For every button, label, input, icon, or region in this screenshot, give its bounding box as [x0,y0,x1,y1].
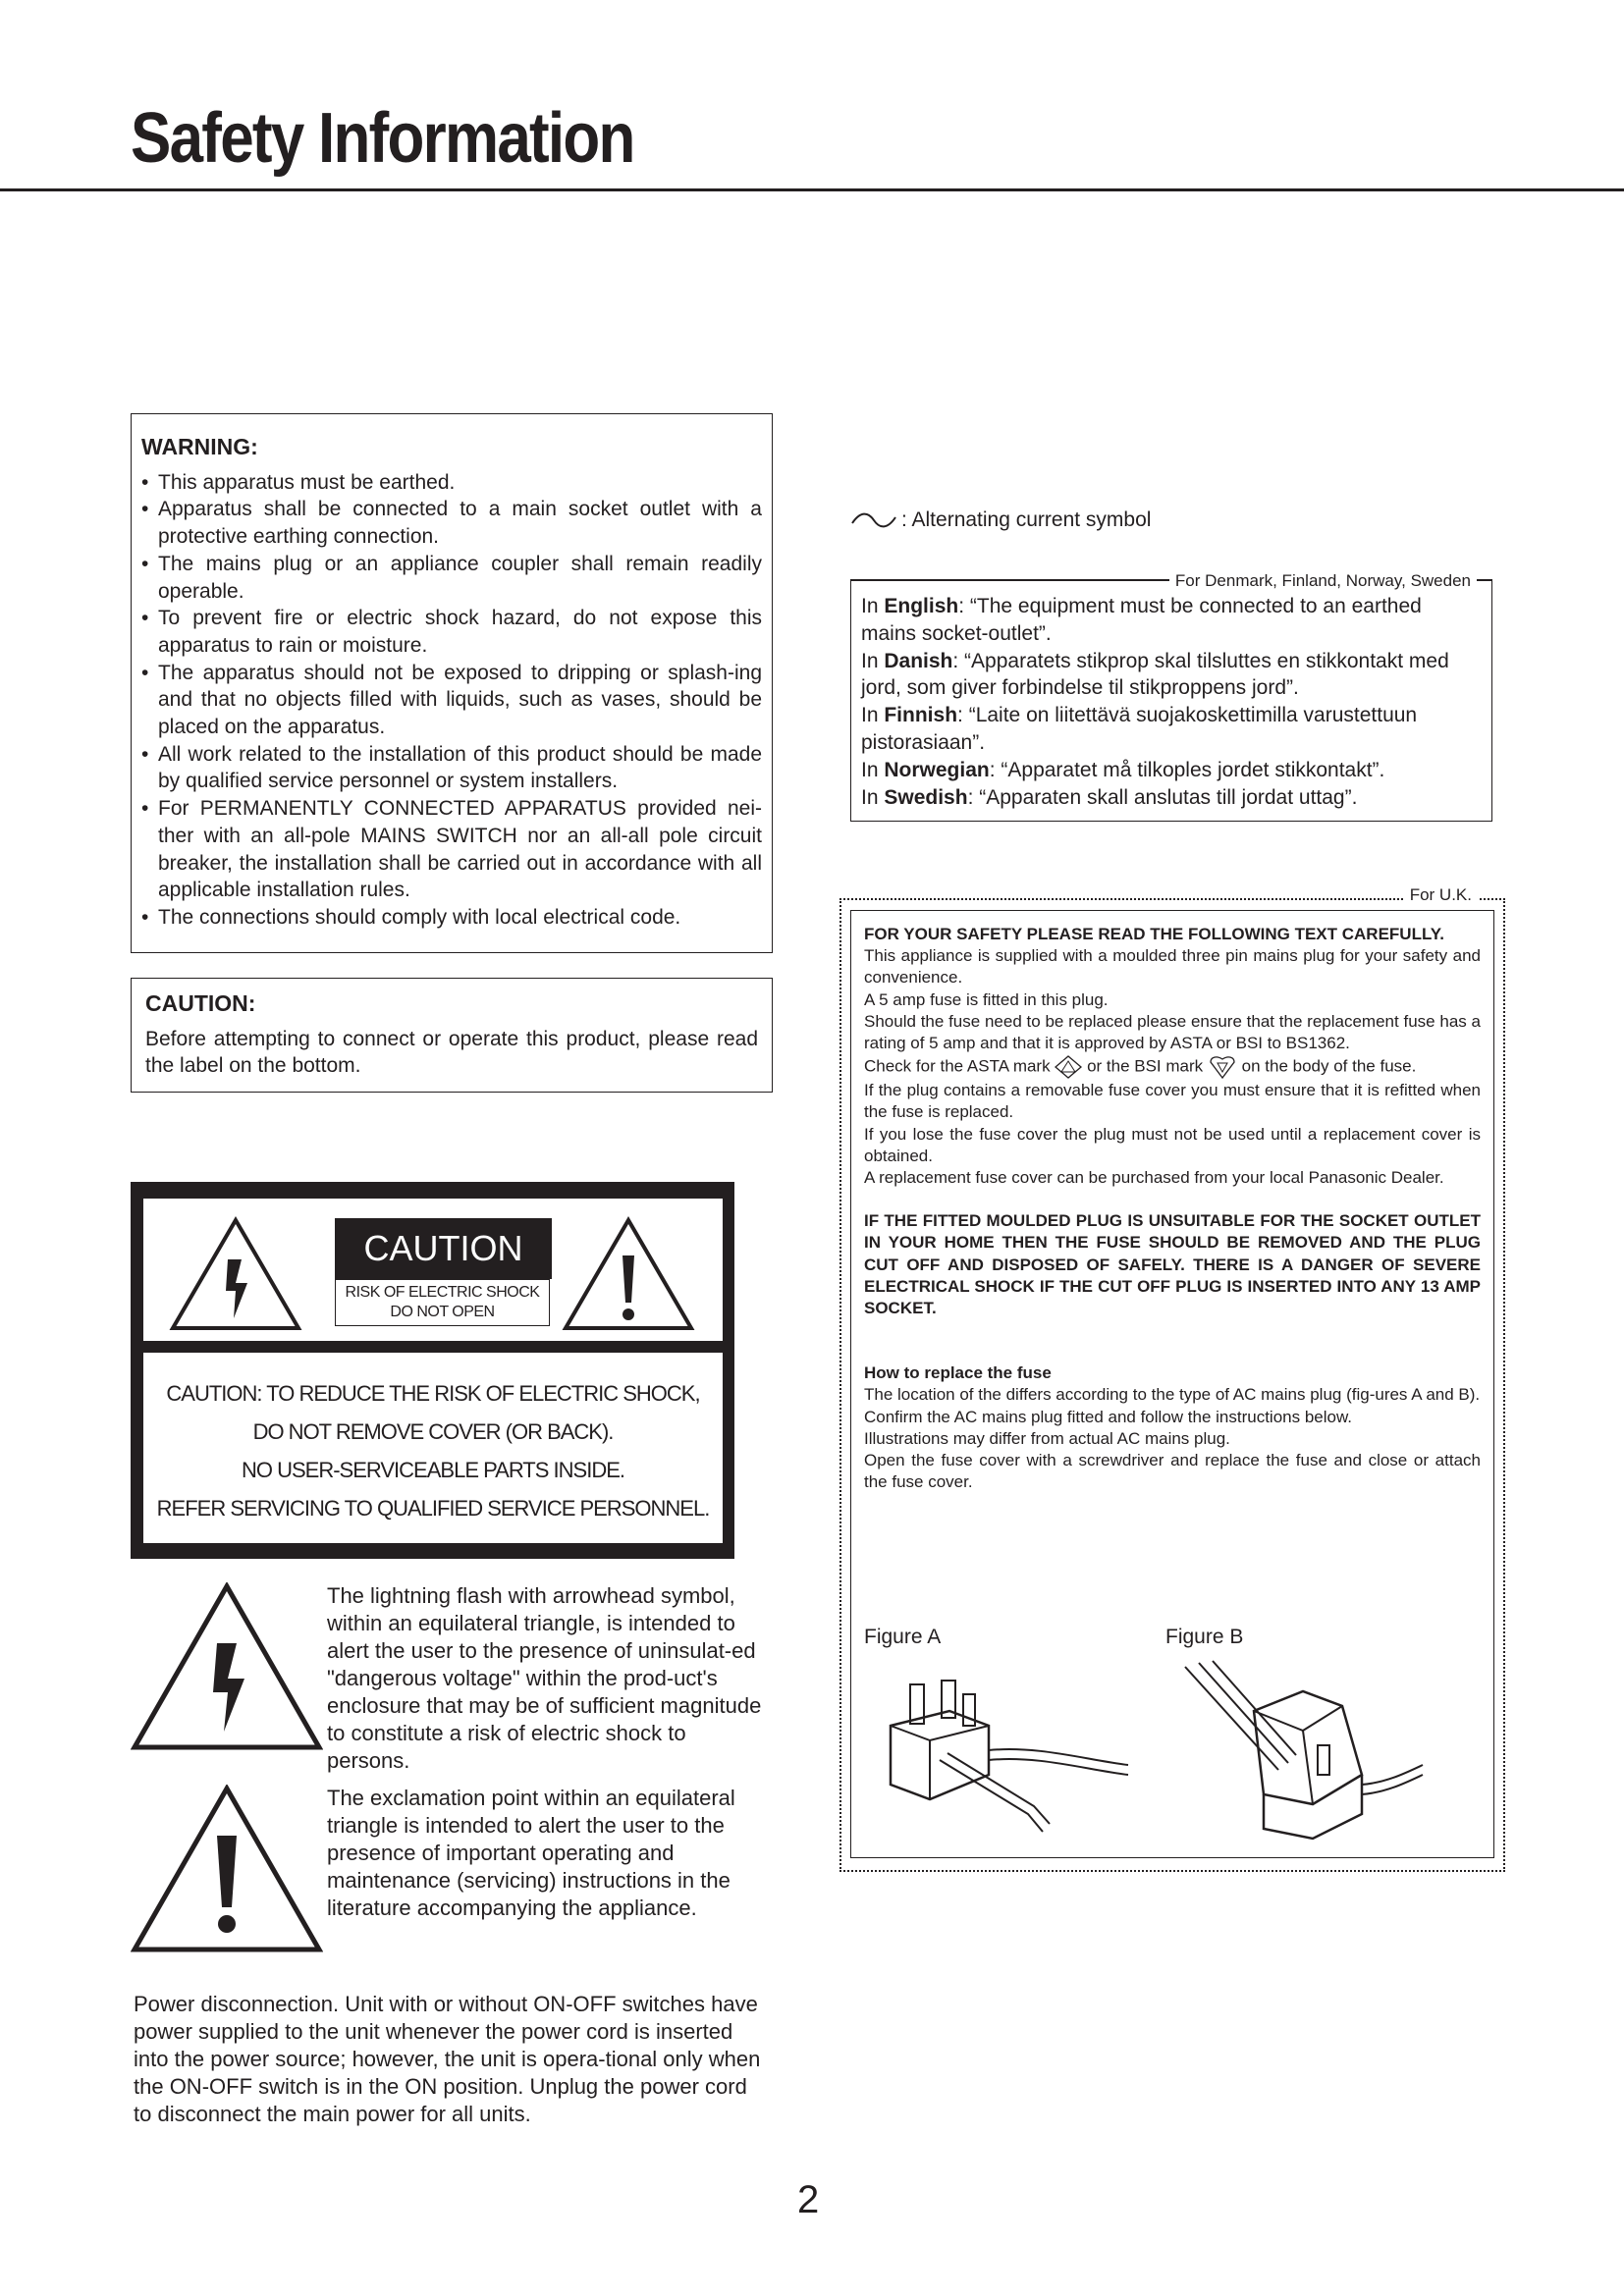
caution-label-line: REFER SERVICING TO QUALIFIED SERVICE PERSONNEL. [156,1496,710,1521]
uk-paragraph: Confirm the AC mains plug fitted and follow the instructions below. [864,1407,1353,1426]
page-title: Safety Information [131,99,634,178]
warning-heading: WARNING: [141,434,258,459]
uk-paragraph: Should the fuse need to be replaced please ensure that the replacement fuse has a rating of 5 amp and that it is approved by ASTA or BSI to BS1362. [864,1011,1481,1053]
uk-paragraph: The location of the differs according to the type of AC mains plug (fig-ures A and B). [864,1385,1481,1405]
uk-box [850,910,1494,1858]
spacer [864,1189,1481,1210]
caution-label-sub [335,1279,550,1326]
uk-paragraph: Open the fuse cover with a screwdriver and replace the fuse and close or attach the fuse cover. [864,1451,1481,1492]
nordic-language: Norwegian [884,758,990,781]
uk-paragraph: If you lose the fuse cover the plug must not be used until a replacement cover is obtained. [864,1124,1481,1165]
nordic-row [861,757,1482,784]
nordic-prefix: In [861,704,885,727]
nordic-row [861,784,1482,812]
power-disconnection-text: Power disconnection. Unit with or without ON-OFF switches have power supplied to the unit whenever the power cord is inserted into the power source; however, the unit is opera-tional only when the ON-OFF switch is in the ON position. Unplug the power cord to disconnect the main power for all units. [134,1992,761,2126]
nordic-text: : “The equipment must be connected to an earthed mains socket-outlet”. [861,595,1422,645]
caution-heading: CAUTION: [145,990,256,1016]
exclamation-triangle-icon [562,1216,695,1332]
list-item: • The connections should comply with local electrical code. [141,904,762,932]
figure-a-label: Figure A [864,1626,942,1648]
nordic-language: English [884,595,959,617]
caution-label-line: DO NOT REMOVE COVER (OR BACK). [252,1419,614,1444]
lightning-triangle-icon [169,1216,302,1332]
lightning-triangle-icon [131,1582,323,1751]
ac-symbol-text: : Alternating current symbol [901,508,1152,531]
warning-list [141,469,762,932]
uk-label: For U.K. [1404,885,1478,905]
page-number: 2 [797,2178,820,2221]
list-item: • For PERMANENTLY CONNECTED APPARATUS provided nei-ther with an all-pole MAINS SWITCH nor an all-all pole circuit breaker, the installation shall be carried out in accordance with all applicable installation rules. [141,795,762,904]
exclamation-triangle-icon [131,1785,323,1953]
uk-paragraph: A replacement fuse cover can be purchased from your local Panasonic Dealer. [864,1168,1444,1188]
title-rule [0,188,1624,191]
plug-figure-b-icon [1165,1657,1431,1843]
caution-box [131,978,773,1093]
nordic-box [850,571,1492,822]
uk-paragraph-part: on the body of the fuse. [1241,1056,1417,1076]
nordic-language: Finnish [884,704,958,727]
uk-how-heading: How to replace the fuse [864,1363,1052,1383]
nordic-prefix: In [861,785,885,809]
caution-label-top [143,1199,723,1341]
nordic-row [861,702,1482,757]
ac-wave-icon [850,511,897,529]
uk-bold-warning: IF THE FITTED MOULDED PLUG IS UNSUITABLE FOR THE SOCKET OUTLET IN YOUR HOME THEN THE FUSE SHOULD BE REMOVED AND THE PLUG CUT OFF AND DISPOSED OF SAFELY. THERE IS A DANGER OF SEVERE ELECTRICAL SHOCK IF THE CUT OFF PLUG IS INSERTED INTO ANY 13 AMP SOCKET. [864,1211,1481,1318]
nordic-prefix: In [861,595,885,617]
caution-label-bottom [143,1353,723,1543]
uk-paragraph-part: or the BSI mark [1087,1056,1204,1076]
list-item: • To prevent fire or electric shock hazard, do not expose this apparatus to rain or moisture. [141,605,762,659]
nordic-text: : “Apparaten skall anslutas till jordat uttag”. [967,785,1358,809]
uk-paragraph-part: Check for the ASTA mark [864,1056,1051,1076]
nordic-text: : “Apparatet må tilkoples jordet stikkontakt”. [989,758,1385,781]
uk-paragraph: This appliance is supplied with a moulded three pin mains plug for your safety and convenience. [864,946,1481,988]
caution-label [131,1182,734,1559]
list-item: • All work related to the installation of this product should be made by qualified service personnel or system installers. [141,741,762,795]
nordic-prefix: In [861,649,885,672]
caution-label-sub-line: DO NOT OPEN [390,1304,495,1320]
nordic-language: Swedish [884,785,968,809]
caution-label-lines [143,1374,723,1527]
list-item: • Apparatus shall be connected to a main socket outlet with a protective earthing connection. [141,496,762,550]
nordic-row [861,648,1482,703]
uk-paragraph [864,1054,1481,1080]
warning-box [131,413,773,953]
uk-heading: FOR YOUR SAFETY PLEASE READ THE FOLLOWING TEXT CAREFULLY. [864,925,1444,943]
spacer [864,1319,1481,1362]
figure-b-label: Figure B [1165,1626,1244,1648]
uk-text [864,924,1481,1493]
caution-text: Before attempting to connect or operate this product, please read the label on the bottom. [145,1027,758,1078]
caution-label-sub-line: RISK OF ELECTRIC SHOCK [345,1284,540,1301]
caution-label-line: CAUTION: TO REDUCE THE RISK OF ELECTRIC SHOCK, [166,1381,700,1406]
caution-label-line: NO USER-SERVICEABLE PARTS INSIDE. [241,1458,624,1482]
plug-figure-a-icon [871,1667,1136,1843]
nordic-language: Danish [884,649,953,672]
nordic-text: : “Apparatets stikprop skal tilsluttes en stikkontakt med jord, som giver forbindelse til stikproppens jord”. [861,649,1449,700]
bsi-kitemark-icon [1208,1054,1237,1080]
nordic-prefix: In [861,758,885,781]
exclamation-description: The exclamation point within an equilateral triangle is intended to alert the user to the presence of important operating and maintenance (servicing) instructions in the literature accompanying the appliance. [327,1786,735,1920]
nordic-label: For Denmark, Finland, Norway, Sweden [1169,567,1477,595]
nordic-text: : “Laite on liitettävä suojakoskettimilla varustettuun pistorasiaan”. [861,704,1418,754]
list-item: • This apparatus must be earthed. [141,469,762,497]
uk-paragraph: A 5 amp fuse is fitted in this plug. [864,989,1109,1009]
uk-paragraph: Illustrations may differ from actual AC mains plug. [864,1428,1230,1448]
list-item: • The mains plug or an appliance coupler shall remain readily operable. [141,551,762,605]
asta-mark-icon [1055,1055,1082,1079]
uk-paragraph: If the plug contains a removable fuse cover you must ensure that it is refitted when the fuse is replaced. [864,1081,1481,1122]
caution-label-head: CAUTION [335,1218,552,1279]
lightning-description: The lightning flash with arrowhead symbol, within an equilateral triangle, is intended to alert the user to the presence of uninsulat-ed "dangerous voltage" within the prod-uct's enclosure that may be of sufficient magnitude to constitute a risk of electric shock to persons. [327,1583,762,1773]
nordic-row [861,593,1482,648]
list-item: • The apparatus should not be exposed to dripping or splash-ing and that no objects filled with liquids, such as vases, should be placed on the apparatus. [141,660,762,741]
